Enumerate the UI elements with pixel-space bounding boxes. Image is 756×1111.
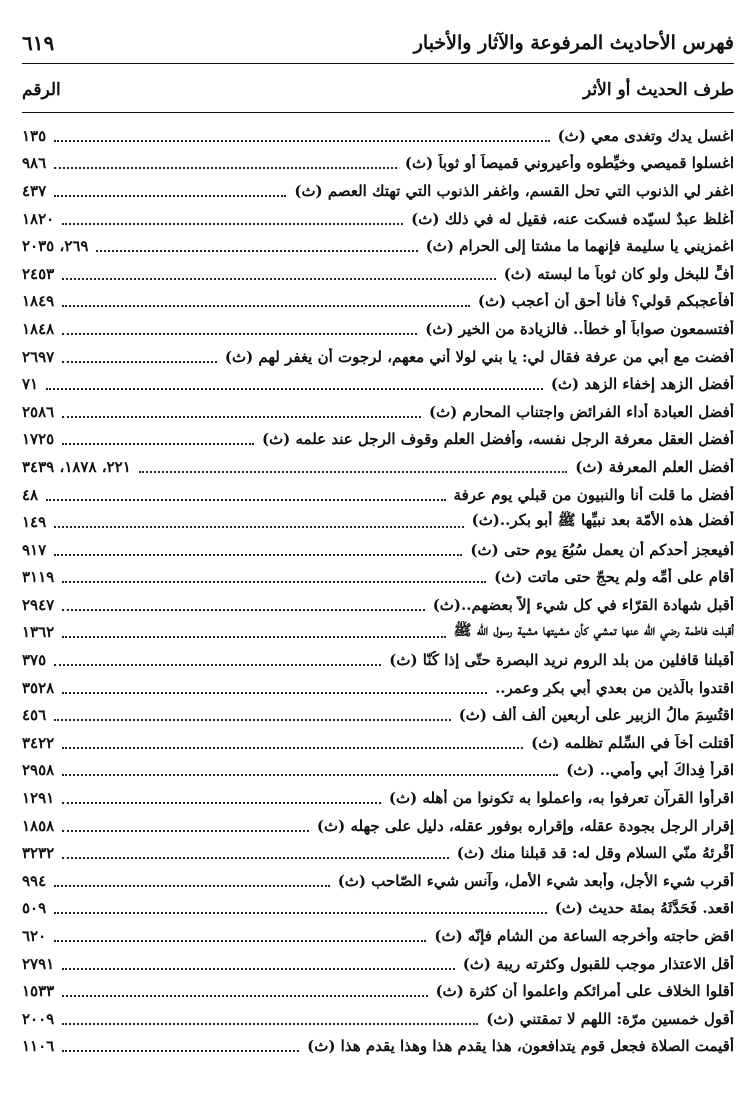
- entry-row: [22, 839, 734, 867]
- entry-row: [22, 426, 734, 454]
- entry-number: ١٧٢٥: [22, 430, 55, 449]
- entry-row: [22, 453, 734, 481]
- entry-number: ٢٧٩١: [22, 954, 55, 973]
- entry-text: أقبل شهادة القرّاء في كل شيء إلاّ بعضهم..(ث): [432, 595, 734, 614]
- dot-leader: [62, 995, 427, 997]
- entry-row: [22, 398, 734, 426]
- entry-row: [22, 1033, 734, 1061]
- entry-row: [22, 481, 734, 509]
- dot-leader: [62, 333, 417, 335]
- entry-row: [22, 977, 734, 1005]
- entry-number: ٧١: [22, 375, 39, 394]
- entry-text: أَقْرِئهُ منّي السلام وقل له: قد قبلنا منك (ث): [456, 844, 734, 863]
- dot-leader: [62, 968, 454, 970]
- entry-number: ١٨٤٩: [22, 292, 55, 311]
- entry-number: ١١٠٦: [22, 1037, 55, 1056]
- entry-number: ٤٨: [22, 485, 39, 504]
- entry-number: ١٣٥: [22, 126, 47, 145]
- entry-number: ١٥٣٣: [22, 982, 55, 1001]
- entry-row: [22, 784, 734, 812]
- entry-number: ٢٤٥٣: [22, 264, 55, 283]
- entry-number: ٢٢١، ١٨٧٨، ٣٤٣٩: [22, 457, 131, 476]
- entry-row: [22, 1005, 734, 1033]
- entry-number: ٢٠٠٩: [22, 1009, 55, 1028]
- entry-text: اغسل يدك وتغدى معي (ث): [557, 126, 734, 145]
- dot-leader: [62, 636, 445, 638]
- dot-leader: [46, 499, 445, 501]
- entry-row: [22, 619, 734, 647]
- entry-row: [22, 674, 734, 702]
- column-heading-rule: [22, 112, 734, 113]
- entry-text: أفضل هذه الأمّة بعد نبيِّها ﷺ أبو بكر..(ث): [471, 511, 734, 530]
- entry-text: أقبلت فاطمة رضي الله عنها تمشي كأن مشيتها مشية رسول الله ﷺ: [453, 621, 734, 640]
- entry-text: اقعد. فَحَدَّثَهُ بمئة حديث (ث): [554, 899, 734, 918]
- entry-text: أفضل العبادة أداء الفرائض واجتناب المحارم (ث): [429, 402, 734, 421]
- dot-leader: [62, 278, 495, 280]
- page-number: ٦١٩: [22, 31, 55, 55]
- entry-number: ٢٦٩٧: [22, 347, 55, 366]
- dot-leader: [139, 471, 567, 473]
- column-headings: [22, 80, 734, 100]
- dot-leader: [54, 664, 381, 666]
- entry-row: [22, 757, 734, 785]
- entry-text: اقض حاجته وأخرجه الساعة من الشام فإنّه (ث): [434, 927, 734, 946]
- dot-leader: [54, 140, 549, 142]
- entry-number: ٣٧٥: [22, 651, 47, 670]
- entry-number: ٩٩٤: [22, 871, 47, 890]
- entry-text: أغلظ عبدٌ لسيّده فسكت عنه، فقيل له في ذلك (ث): [411, 209, 734, 228]
- entry-text: أفيعجز أحدكم أن يعمل سُبُعَ يوم حتى (ث): [470, 540, 734, 559]
- entry-number: ١٨٤٨: [22, 319, 55, 338]
- entry-text: أقلوا الخلاف على أمرائكم واعلموا أن كثرة (ث): [435, 982, 734, 1001]
- dot-leader: [54, 526, 463, 528]
- entry-text: أقول خمسين مرّة: اللهم لا تمقتني (ث): [486, 1009, 734, 1028]
- dot-leader: [62, 747, 523, 749]
- entry-number: ٣٥٢٨: [22, 678, 55, 697]
- entry-row: [22, 922, 734, 950]
- entry-row: [22, 536, 734, 564]
- dot-leader: [62, 692, 487, 694]
- dot-leader: [54, 719, 451, 721]
- dot-leader: [46, 388, 543, 390]
- entry-number: ٣١١٩: [22, 568, 55, 587]
- dot-leader: [54, 885, 330, 887]
- entry-list: [22, 122, 734, 1060]
- entry-text: أفضل ما قلت أنا والنبيون من قبلي يوم عرفة: [453, 485, 734, 504]
- dot-leader: [62, 1023, 478, 1025]
- entry-row: [22, 729, 734, 757]
- dot-leader: [62, 609, 424, 611]
- entry-text: اقرأوا القرآن تعرفوا به، واعملوا به تكونوا من أهله (ث): [388, 789, 734, 808]
- header-rule: [22, 63, 734, 64]
- entry-text: إقرار الرجل بجودة عقله، وإقراره بوفور عقله، دليل على جهله (ث): [316, 816, 734, 835]
- entry-row: [22, 508, 734, 536]
- entry-number: ٩١٧: [22, 540, 47, 559]
- entry-row: [22, 288, 734, 316]
- entry-text: أفضت مع أبي من عرفة فقال لي: يا بني لولا أني معهم، لرجوت أن يغفر لهم (ث): [224, 347, 734, 366]
- entry-row: [22, 701, 734, 729]
- dot-leader: [96, 250, 417, 252]
- dot-leader: [62, 1050, 299, 1052]
- entry-number: ١٢٩١: [22, 789, 55, 808]
- entry-text: أقل الاعتذار موجب للقبول وكثرته ريبة (ث): [462, 954, 734, 973]
- entry-text: اغمزيني يا سليمة فإنهما ما مشتا إلى الحرام (ث): [425, 237, 734, 256]
- entry-text: أفضل العلم المعرفة (ث): [575, 457, 734, 476]
- entry-text: اغفر لي الذنوب التي تحل القسم، واغفر الذنوب التي تهتك العصم (ث): [294, 181, 734, 200]
- entry-row: [22, 591, 734, 619]
- dot-leader: [54, 940, 426, 942]
- entry-row: [22, 370, 734, 398]
- dot-leader: [62, 802, 381, 804]
- dot-leader: [54, 195, 286, 197]
- entry-row: [22, 122, 734, 150]
- entry-row: [22, 260, 734, 288]
- entry-text: اغسلوا قميصي وخيِّطوه وأعيروني قميصاً أو ثوباً (ث): [404, 154, 734, 173]
- dot-leader: [62, 774, 558, 776]
- dot-leader: [62, 581, 486, 583]
- dot-leader: [54, 554, 462, 556]
- entry-row: [22, 895, 734, 923]
- entry-text: أفأعجبكم قولي؟ فأنا أحق أن أعجب (ث): [477, 292, 734, 311]
- entry-row: [22, 646, 734, 674]
- entry-text: أفتسمعون صواباً أو خطأً.. فالزيادة من الخير (ث): [425, 319, 734, 338]
- entry-number: ٢٩٤٧: [22, 595, 55, 614]
- dot-leader: [62, 305, 470, 307]
- entry-text: أقيمت الصلاة فجعل قوم يتدافعون، هذا يقدم هذا وهذا يقدم هذا (ث): [307, 1037, 734, 1056]
- entry-number: ٣٢٣٢: [22, 844, 55, 863]
- running-title: فهرس الأحاديث المرفوعة والآثار والأخبار: [413, 32, 734, 54]
- dot-leader: [54, 912, 547, 914]
- entry-text: أقام على أُمِّه ولم يحجّ حتى ماتت (ث): [494, 568, 734, 587]
- dot-leader: [62, 223, 403, 225]
- entry-number: ١٨٥٨: [22, 816, 55, 835]
- entry-number: ٢٩٥٨: [22, 761, 55, 780]
- dot-leader: [62, 830, 309, 832]
- entry-text: أفٍّ للبخل ولو كان ثوباً ما لبسته (ث): [503, 264, 734, 283]
- entry-number: ٣٤٢٢: [22, 733, 55, 752]
- entry-number: ٢٦٩، ٢٠٣٥: [22, 237, 89, 256]
- dot-leader: [62, 361, 217, 363]
- entry-number: ٥٠٩: [22, 899, 47, 918]
- number-column-heading: الرقم: [22, 80, 61, 100]
- hadith-column-heading: طرف الحديث أو الأثر: [583, 80, 734, 100]
- entry-row: [22, 867, 734, 895]
- entry-text: أقبلنا قافلين من بلد الروم نريد البصرة حتّى إذا كُنّا (ث): [389, 651, 734, 670]
- running-head: [22, 28, 734, 58]
- entry-number: ٤٣٧: [22, 181, 47, 200]
- entry-text: اقرأ فِداكَ أبي وأمي.. (ث): [566, 761, 734, 780]
- entry-row: [22, 812, 734, 840]
- entry-number: ١٤٩: [22, 513, 47, 532]
- entry-number: ١٣٦٢: [22, 623, 55, 642]
- entry-text: اقتدوا بالّذين من بعدي أبي بكرٍ وعمر..: [495, 678, 734, 697]
- index-page: [22, 0, 734, 1111]
- dot-leader: [62, 443, 254, 445]
- entry-row: [22, 177, 734, 205]
- entry-text: أقرب شيء الأجل، وأبعد شيء الأمل، وآنس شيء الصّاحب (ث): [337, 871, 734, 890]
- entry-row: [22, 315, 734, 343]
- dot-leader: [62, 857, 448, 859]
- entry-number: ٩٨٦: [22, 154, 47, 173]
- entry-row: [22, 150, 734, 178]
- entry-row: [22, 232, 734, 260]
- entry-text: أفضل العقل معرفة الرجل نفسه، وأفضل العلم وقوف الرجل عند علمه (ث): [261, 430, 734, 449]
- entry-number: ٦٢٠: [22, 927, 47, 946]
- entry-row: [22, 205, 734, 233]
- entry-number: ٤٥٦: [22, 706, 47, 725]
- dot-leader: [62, 416, 421, 418]
- dot-leader: [54, 167, 397, 169]
- entry-number: ٢٥٨٦: [22, 402, 55, 421]
- entry-number: ١٨٢٠: [22, 209, 55, 228]
- entry-row: [22, 950, 734, 978]
- entry-row: [22, 343, 734, 371]
- entry-text: أقتلت أخاً في السِّلم تظلمه (ث): [531, 733, 734, 752]
- entry-row: [22, 564, 734, 592]
- entry-text: اقتُسِمَ مالُ الزبير على أربعين ألف ألف (ث): [458, 706, 734, 725]
- entry-text: أفضل الزهد إخفاء الزهد (ث): [550, 375, 734, 394]
